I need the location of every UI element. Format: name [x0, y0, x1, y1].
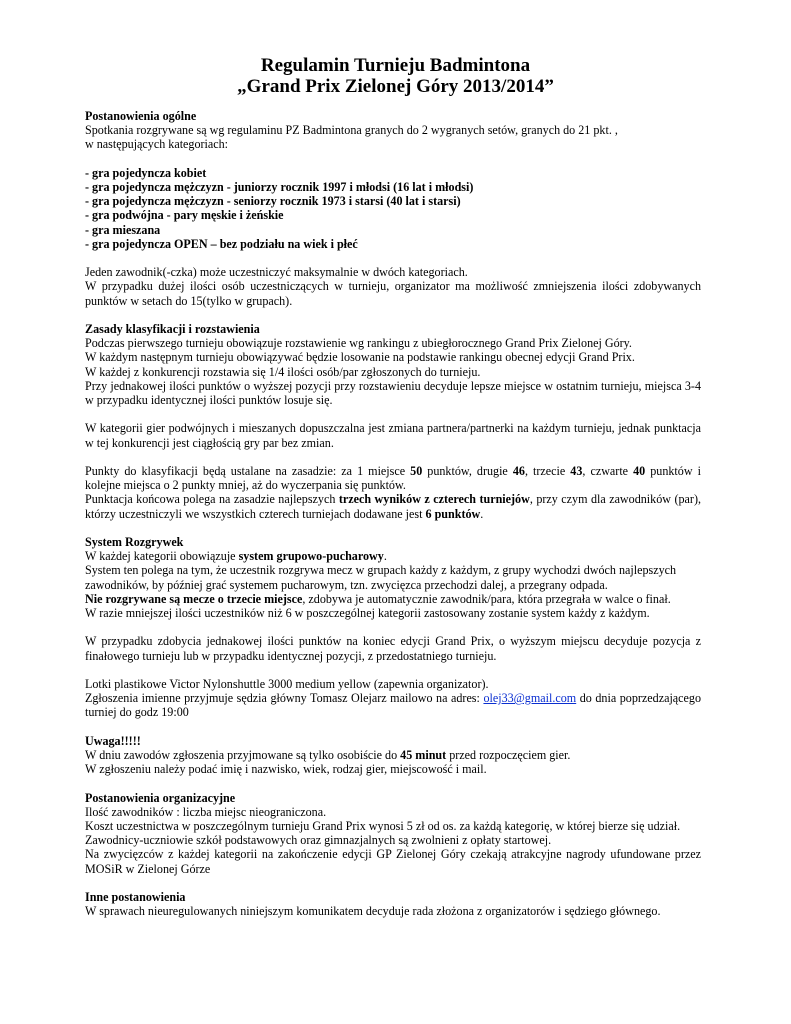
points-paragraph	[85, 464, 701, 492]
scoring-paragraph	[85, 492, 701, 520]
scoring-text: .	[480, 506, 484, 521]
points-value: 40	[633, 464, 646, 478]
scoring-text: , przy czym dla zawodników (par), którzy uczestniczyli we wszystkich czterech turniejach dodawane jest	[85, 492, 701, 521]
points-text: punktów, drugie	[422, 464, 513, 478]
category-item: - gra pojedyncza OPEN – bez podziału na wiek i płeć	[85, 236, 358, 251]
warning-paragraph	[85, 748, 701, 762]
warning-paragraph: W zgłoszeniu należy podać imię i nazwisko, wiek, rodzaj gier, miejscowość i mail.	[85, 762, 487, 777]
system-paragraph	[85, 592, 701, 606]
general-paragraph: W przypadku dużej ilości osób uczestniczących w turnieju, organizator ma możliwość zmniejszenia ilości zdobywanych punktów w setach do 15(tylko w grupach).	[85, 279, 701, 308]
category-item: - gra mieszana	[85, 222, 161, 237]
general-paragraph: Jeden zawodnik(-czka) może uczestniczyć maksymalnie w dwóch kategoriach.	[85, 265, 468, 280]
section-heading-organization: Postanowienia organizacyjne	[85, 790, 236, 805]
scoring-emphasis: trzech wyników z czterech turniejów	[338, 492, 530, 507]
system-text: .	[383, 549, 387, 564]
points-text: , czwarte	[582, 464, 634, 478]
points-value: 46	[512, 464, 525, 478]
document-subtitle: „Grand Prix Zielonej Góry 2013/2014”	[237, 76, 554, 97]
ranking-paragraph: Przy jednakowej ilości punktów o wyższej pozycji przy rozstawieniu decyduje lepsze miejsce w ostatnim turnieju, miejsca 3-4 w przypadku identycznej ilości punktów losuje się.	[85, 378, 701, 408]
system-text: W każdej kategorii obowiązuje	[85, 549, 239, 564]
warning-text: przed rozpoczęciem gier.	[446, 748, 571, 762]
points-text: punktów i kolejne miejsca o 2 punkty mniej, aż do wyczerpania się punktów.	[85, 464, 701, 493]
general-intro-line2: w następujących kategoriach:	[85, 137, 229, 152]
points-value: 43	[570, 464, 583, 478]
scoring-text: Punktacja końcowa polega na zasadzie najlepszych	[85, 492, 339, 507]
organization-paragraph: Na zwycięzców z każdej kategorii na zakończenie edycji GP Zielonej Góry czekają atrakcyjne nagrody ufundowane przez MOSiR w Zielonej Górze	[85, 847, 701, 876]
email-link[interactable]: olej33@gmail.com	[483, 691, 577, 706]
ranking-paragraph: W kategorii gier podwójnych i mieszanych dopuszczalna jest zmiana partnera/partnerki na każdym turnieju, jednak punktacja w tej konkurencji jest ciągłością gry par bez zmian.	[85, 421, 701, 450]
category-item: - gra pojedyncza mężczyzn - juniorzy rocznik 1997 i młodsi (16 lat i młodsi)	[85, 180, 474, 194]
system-paragraph	[85, 549, 701, 563]
registration-text: do dnia poprzedzającego turniej do godz 19:00	[85, 691, 702, 720]
warning-text: W dniu zawodów zgłoszenia przyjmowane są tylko osobiście do	[85, 748, 401, 762]
system-paragraph: W przypadku zdobycia jednakowej ilości punktów na koniec edycji Grand Prix, o wyższym miejscu decyduje pozycja z finałowego turnieju lub w przypadku identycznej pozycji, z przedostatniego turnieju.	[85, 634, 701, 663]
section-heading-other: Inne postanowienia	[85, 890, 186, 904]
scoring-emphasis: 6 punktów	[425, 506, 481, 521]
ranking-paragraph: Podczas pierwszego turnieju obowiązuje rozstawienie wg rankingu z ubiegłorocznego Grand Prix Zielonej Góry.	[85, 336, 632, 351]
category-item: - gra pojedyncza mężczyzn - seniorzy rocznik 1973 i starsi (40 lat i starsi)	[85, 194, 461, 209]
system-paragraph: System ten polega na tym, że uczestnik rozgrywa mecz w grupach każdy z każdym, z grupy wychodzi dwóch najlepszych zawodników, by później grać systemem pucharowym, tzn. zwycięzca przechodzi dalej, a przegrany odpada.	[85, 563, 677, 592]
category-item: - gra podwójna - pary męskie i żeńskie	[85, 208, 284, 223]
organization-paragraph: Ilość zawodników : liczba miejsc nieograniczona.	[85, 804, 327, 819]
other-paragraph: W sprawach nieuregulowanych niniejszym komunikatem decyduje rada złożona z organizatorów i sędziego głównego.	[85, 904, 661, 919]
document-body	[85, 109, 701, 918]
general-intro-line1: Spotkania rozgrywane są wg regulaminu PZ Badmintona granych do 2 wygranych setów, granych do 21 pkt. ,	[85, 123, 618, 138]
points-text: , trzecie	[524, 464, 571, 478]
section-heading-ranking: Zasady klasyfikacji i rozstawienia	[85, 322, 260, 336]
section-heading-general: Postanowienia ogólne	[85, 109, 197, 123]
points-value: 50	[410, 464, 423, 478]
points-text: Punkty do klasyfikacji będą ustalane na zasadzie: za 1 miejsce	[85, 464, 411, 478]
category-item: - gra pojedyncza kobiet	[85, 165, 207, 180]
system-text: , zdobywa je automatycznie zawodnik/para, która przegrała w walce o finał.	[302, 591, 671, 606]
warning-emphasis: 45 minut	[400, 748, 447, 762]
shuttle-paragraph: Lotki plastikowe Victor Nylonshuttle 3000 medium yellow (zapewnia organizator).	[85, 677, 489, 691]
registration-text: Zgłoszenia imienne przyjmuje sędzia główny Tomasz Olejarz mailowo na adres:	[85, 691, 484, 706]
system-emphasis: Nie rozgrywane są mecze o trzecie miejsce	[85, 591, 303, 606]
organization-paragraph: Zawodnicy-uczniowie szkół podstawowych oraz gimnazjalnych są zwolnieni z opłaty startowej.	[85, 833, 552, 848]
section-heading-system: System Rozgrywek	[85, 535, 184, 549]
document-title: Regulamin Turnieju Badmintona	[260, 55, 531, 76]
system-paragraph: W razie mniejszej ilości uczestników niż 6 w poszczególnej kategorii zastosowany zostanie system każdy z każdym.	[85, 606, 650, 621]
ranking-paragraph: W każdym następnym turnieju obowiązywać będzie losowanie na podstawie rankingu obecnej edycji Grand Prix.	[85, 350, 635, 365]
organization-paragraph: Koszt uczestnictwa w poszczególnym turnieju Grand Prix wynosi 5 zł od os. za każdą kategorię, w której bierze się udział.	[85, 819, 681, 833]
ranking-paragraph: W każdej z konkurencji rozstawia się 1/4 ilości osób/par zgłoszonych do turnieju.	[85, 364, 481, 379]
registration-paragraph	[85, 691, 701, 719]
section-heading-warning: Uwaga!!!!!	[85, 733, 141, 748]
system-emphasis: system grupowo-pucharowy	[238, 549, 384, 564]
